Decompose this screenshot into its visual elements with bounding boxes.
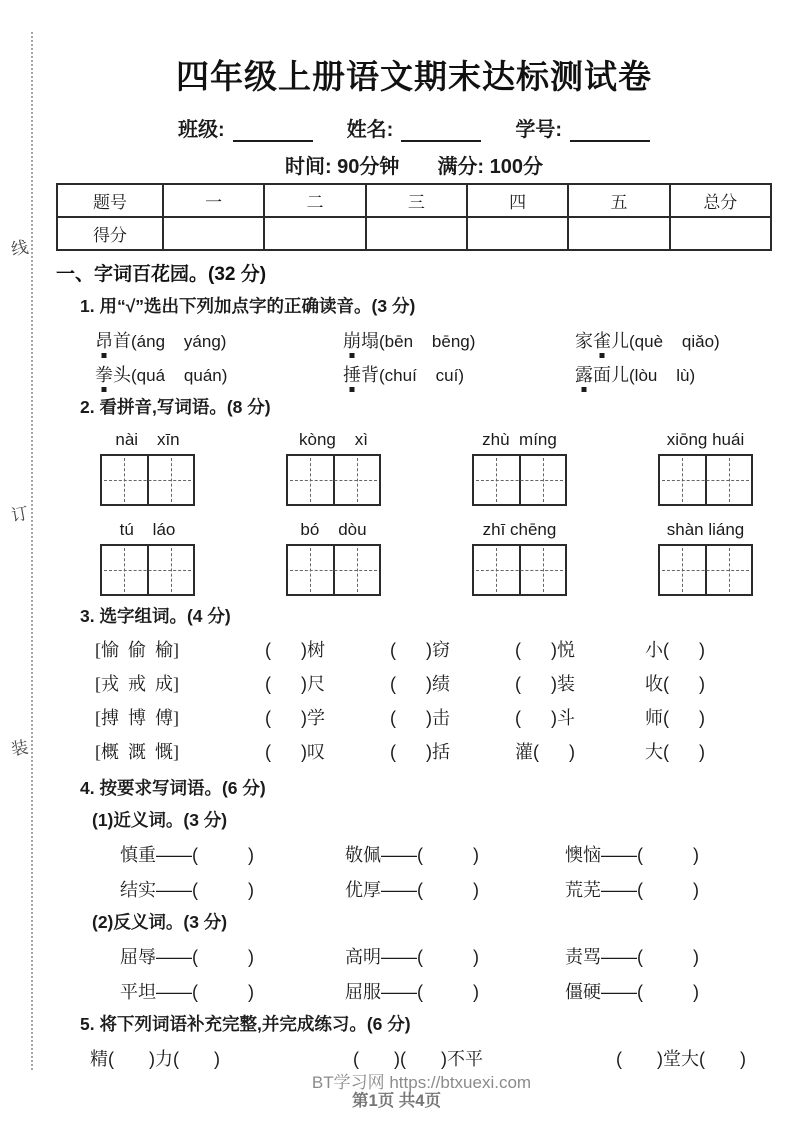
binding-mark-zhuang: 装	[9, 737, 30, 760]
answer-slot: ( )绩	[390, 674, 450, 694]
footer-page-number: 第1页 共4页	[352, 1092, 441, 1110]
page-title: 四年级上册语文期末达标测试卷	[176, 58, 652, 95]
choose-char-row	[95, 666, 772, 700]
section1-title: 一、字词百花园。(32 分)	[56, 264, 267, 285]
word-item: 家雀儿(què qiǎo)	[575, 327, 772, 353]
full-score-label: 满分: 100分	[437, 156, 544, 178]
q1-stem: 1. 用“√”选出下列加点字的正确读音。(3 分)	[80, 296, 416, 316]
col-two: 二	[264, 184, 365, 217]
pinyin-group	[100, 519, 195, 596]
score-row-label: 得分	[57, 217, 163, 250]
pinyin-options: (quá quán)	[131, 366, 228, 385]
q2-pinyin-row-2	[100, 519, 753, 596]
grid-cell	[519, 456, 566, 504]
col-four: 四	[467, 184, 568, 217]
grid-cell	[660, 546, 705, 594]
synonym-item: 优厚——( )	[345, 880, 479, 900]
char-choices: [戎 戒 成]	[95, 674, 179, 694]
pinyin-options: (chuí cuí)	[379, 366, 465, 385]
score-cell	[264, 217, 365, 250]
synonym-item: 荒芜——( )	[565, 880, 699, 900]
dotted-char: 捶	[343, 361, 361, 387]
class-field	[178, 113, 313, 142]
pinyin-group	[100, 429, 195, 506]
dotted-char: 露	[575, 361, 593, 387]
answer-slot: 师( )	[645, 708, 705, 728]
word-item: 昂首(áng yáng)	[95, 327, 343, 353]
grid-cell	[705, 456, 752, 504]
idiom-completion-item: 精( )力( )	[90, 1049, 220, 1069]
score-cell	[366, 217, 467, 250]
q3-stem: 3. 选字组词。(4 分)	[80, 606, 231, 626]
pinyin-group	[286, 429, 381, 506]
answer-slot: ( )窃	[390, 640, 450, 660]
answer-slot: ( )击	[390, 708, 450, 728]
choose-char-row	[95, 734, 772, 768]
pinyin-options: (lòu lù)	[629, 366, 696, 385]
score-table	[56, 183, 772, 251]
col-three: 三	[366, 184, 467, 217]
pinyin-group	[472, 429, 567, 506]
score-cell	[670, 217, 771, 250]
name-label: 姓名:	[346, 119, 394, 141]
writing-grid	[286, 544, 381, 596]
answer-slot: 小( )	[645, 640, 705, 660]
answer-slot: ( )斗	[515, 708, 575, 728]
answer-slot: ( )尺	[265, 674, 325, 694]
writing-grid	[100, 544, 195, 596]
grid-cell	[147, 456, 194, 504]
answer-slot: ( )悦	[515, 640, 575, 660]
name-field	[347, 113, 482, 142]
q3-rows	[56, 632, 772, 768]
writing-grid	[100, 454, 195, 506]
page-content	[56, 0, 772, 1071]
q1-items	[95, 327, 772, 387]
grid-cell	[333, 546, 380, 594]
writing-grid	[658, 454, 753, 506]
pinyin-label: nài xīn	[115, 430, 180, 449]
score-cell	[467, 217, 568, 250]
synonym-item: 结实——( )	[120, 880, 254, 900]
pinyin-label: xiōng huái	[666, 430, 745, 449]
antonym-item: 责骂——( )	[565, 947, 699, 967]
dotted-char: 雀	[593, 327, 611, 353]
grid-cell	[102, 456, 147, 504]
col-one: 一	[163, 184, 264, 217]
writing-grid	[286, 454, 381, 506]
writing-grid	[472, 454, 567, 506]
word-item: 崩塌(bēn bēng)	[343, 327, 575, 353]
q4-sub1-label: (1)近义词。(3 分)	[92, 810, 228, 830]
binding-dashed-line	[31, 32, 33, 1070]
pinyin-label: tú láo	[119, 520, 176, 539]
choose-char-row	[95, 700, 772, 734]
answer-slot: ( )装	[515, 674, 575, 694]
answer-slot: ( )括	[390, 742, 450, 762]
pinyin-label: bó dòu	[300, 520, 367, 539]
synonym-item: 懊恼——( )	[565, 845, 699, 865]
word-item: 捶背(chuí cuí)	[343, 361, 575, 387]
grid-cell	[660, 456, 705, 504]
class-label: 班级:	[177, 119, 225, 141]
binding-mark-ding: 订	[9, 503, 30, 526]
col-five: 五	[568, 184, 669, 217]
student-id-blank-line	[570, 120, 650, 142]
synonym-item: 敬佩——( )	[345, 845, 479, 865]
dotted-char: 昂	[95, 327, 113, 353]
col-total: 总分	[670, 184, 771, 217]
question-number-header: 题号	[57, 184, 163, 217]
dotted-char: 崩	[343, 327, 361, 353]
class-blank-line	[233, 120, 313, 142]
answer-slot: ( )叹	[265, 742, 325, 762]
grid-cell	[288, 546, 333, 594]
antonym-item: 平坦——( )	[120, 982, 254, 1002]
pinyin-options: (què qiǎo)	[629, 332, 720, 351]
word-item: 拳头(quá quán)	[95, 361, 343, 387]
answer-slot: ( )树	[265, 640, 325, 660]
score-cell	[568, 217, 669, 250]
pinyin-options: (áng yáng)	[131, 332, 227, 351]
q4-stem: 4. 按要求写词语。(6 分)	[80, 778, 266, 798]
choose-char-row	[95, 632, 772, 666]
char-choices: [搏 博 傅]	[95, 708, 179, 728]
exam-meta-row	[56, 150, 772, 179]
antonym-item: 屈辱——( )	[120, 947, 254, 967]
char-choices: [愉 偷 榆]	[95, 640, 179, 660]
writing-grid	[658, 544, 753, 596]
pinyin-group	[472, 519, 567, 596]
pinyin-label: zhù míng	[482, 430, 557, 449]
antonym-row	[120, 978, 772, 1004]
grid-cell	[102, 546, 147, 594]
grid-cell	[474, 546, 519, 594]
q2-pinyin-row-1	[100, 429, 753, 506]
antonym-item: 高明——( )	[345, 947, 479, 967]
synonym-row	[120, 841, 772, 867]
writing-grid	[472, 544, 567, 596]
grid-cell	[333, 456, 380, 504]
antonym-item: 屈服——( )	[345, 982, 479, 1002]
idiom-completion-item: ( )堂大( )	[616, 1049, 746, 1069]
grid-cell	[147, 546, 194, 594]
grid-cell	[519, 546, 566, 594]
answer-slot: 收( )	[645, 674, 705, 694]
pinyin-group	[658, 429, 753, 506]
char-choices: [概 溉 慨]	[95, 742, 179, 762]
pinyin-group	[658, 519, 753, 596]
answer-slot: ( )学	[265, 708, 325, 728]
grid-cell	[474, 456, 519, 504]
pinyin-options: (bēn bēng)	[379, 332, 476, 351]
word-item: 露面儿(lòu lù)	[575, 361, 772, 387]
pinyin-label: shàn liáng	[666, 520, 745, 539]
score-table-header-row	[57, 184, 771, 217]
pinyin-label: kòng xì	[299, 430, 368, 449]
idiom-completion-item: ( )( )不平	[353, 1049, 483, 1069]
q5-stem: 5. 将下列词语补充完整,并完成练习。(6 分)	[80, 1014, 411, 1034]
pinyin-label: zhī chēng	[482, 520, 557, 539]
pinyin-group	[286, 519, 381, 596]
student-id-label: 学号:	[515, 119, 562, 141]
grid-cell	[288, 456, 333, 504]
student-info-row	[56, 113, 772, 142]
time-label: 时间: 90分钟	[284, 156, 400, 178]
answer-slot: 大( )	[645, 742, 705, 762]
synonym-row	[120, 876, 772, 902]
binding-mark-xian: 线	[9, 237, 30, 260]
score-table-score-row	[57, 217, 771, 250]
antonym-row	[120, 943, 772, 969]
answer-slot: 灌( )	[515, 742, 575, 762]
antonym-item: 僵硬——( )	[565, 982, 699, 1002]
name-blank-line	[401, 120, 481, 142]
q2-stem: 2. 看拼音,写词语。(8 分)	[80, 397, 271, 417]
synonym-item: 慎重——( )	[120, 845, 254, 865]
q4-sub2-label: (2)反义词。(3 分)	[92, 912, 228, 932]
footer-site-text: BT学习网 https://btxuexi.com	[311, 1073, 532, 1092]
dotted-char: 拳	[95, 361, 113, 387]
grid-cell	[705, 546, 752, 594]
student-id-field	[515, 113, 650, 142]
score-cell	[163, 217, 264, 250]
